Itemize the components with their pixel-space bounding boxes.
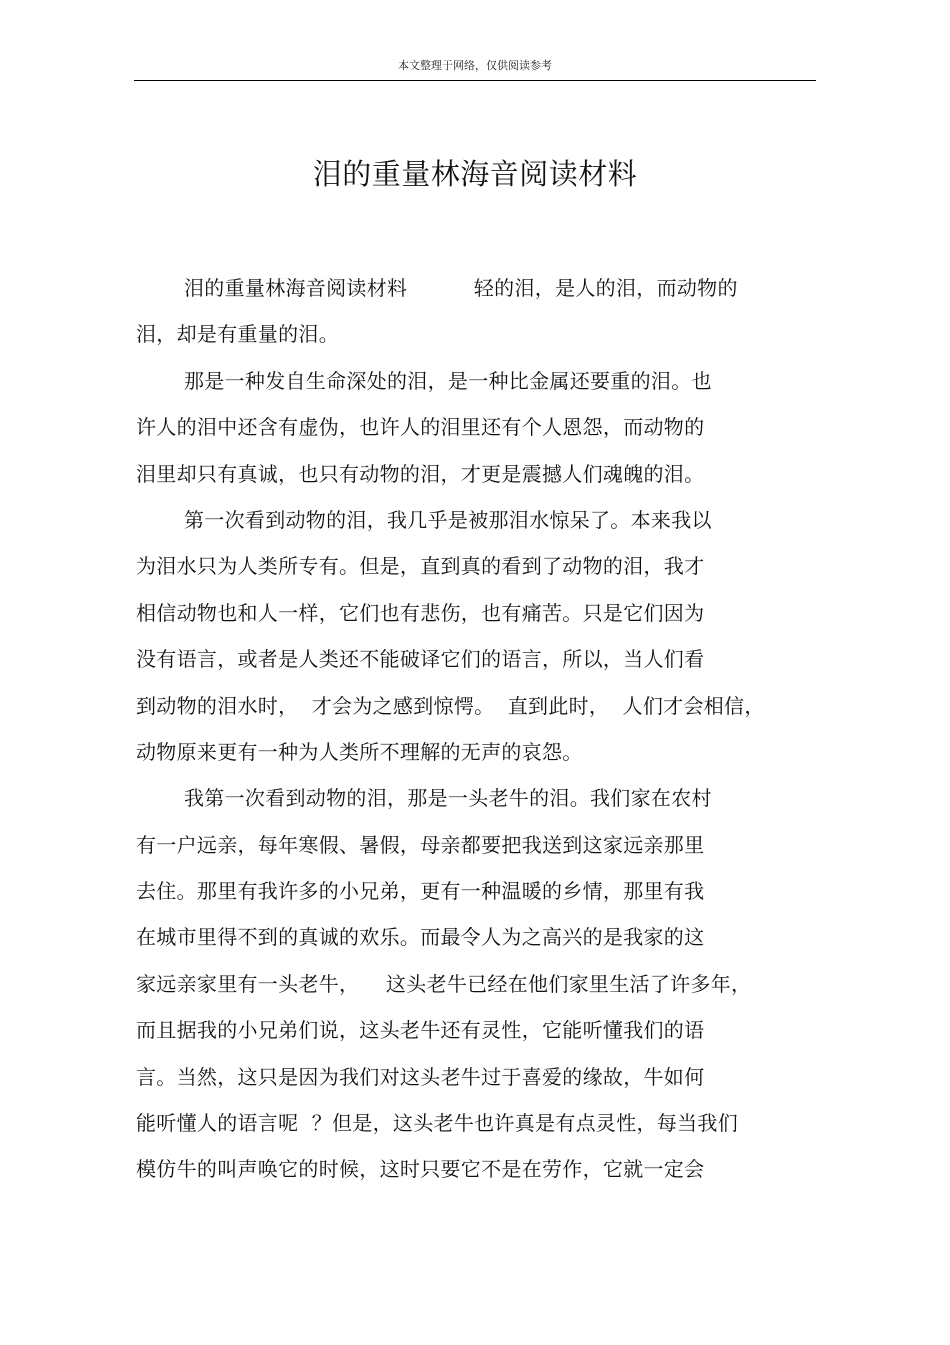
body-line: 没有语言，或者是人类还不能破译它们的语言，所以，当人们看 [136,647,705,672]
body-line: 家远亲家里有一头老牛， 这头老牛已经在他们家里生活了许多年， [136,971,752,996]
header-divider [134,80,816,81]
body-line: 那是一种发自生命深处的泪，是一种比金属还要重的泪。也 [184,368,712,393]
body-line: 言。当然，这只是因为我们对这头老牛过于喜爱的缘故，牛如何 [136,1064,705,1089]
body-line: 第一次看到动物的泪，我几乎是被那泪水惊呆了。本来我以 [184,507,712,532]
body-line: 为泪水只为人类所专有。但是，直到真的看到了动物的泪，我才 [136,554,705,579]
body-line: 泪里却只有真诚，也只有动物的泪，才更是震撼人们魂魄的泪。 [136,461,705,486]
body-line: 泪，却是有重量的泪。 [136,322,339,347]
body-line: 相信动物也和人一样，它们也有悲伤，也有痛苦。只是它们因为 [136,600,705,625]
document-title: 泪的重量林海音阅读材料 [312,157,638,191]
body-line: 许人的泪中还含有虚伪，也许人的泪里还有个人恩怨，而动物的 [136,415,705,440]
body-line: 而且据我的小兄弟们说，这头老牛还有灵性，它能听懂我们的语 [136,1018,705,1043]
body-line: 动物原来更有一种为人类所不理解的无声的哀怨。 [136,739,583,764]
body-line: 泪的重量林海音阅读材料 轻的泪，是人的泪，而动物的 [184,276,738,300]
body-line: 能听懂人的语言呢 ？但是，这头老牛也许真是有点灵性，每当我们 [136,1111,739,1136]
body-line: 去住。那里有我许多的小兄弟，更有一种温暖的乡情，那里有我 [136,879,705,904]
body-line: 有一户远亲，每年寒假、暑假，母亲都要把我送到这家远亲那里 [136,832,705,857]
body-line: 到动物的泪水时， 才会为之感到惊愕。 直到此时， 人们才会相信， [136,693,765,718]
page-header-note: 本文整理于网络，仅供阅读参考 [398,59,552,72]
body-line: 模仿牛的叫声唤它的时候，这时只要它不是在劳作，它就一定会 [136,1157,705,1182]
body-line: 在城市里得不到的真诚的欢乐。而最令人为之高兴的是我家的这 [136,925,705,950]
body-line: 我第一次看到动物的泪，那是一头老牛的泪。我们家在农村 [184,786,712,811]
document-body [136,268,796,1196]
